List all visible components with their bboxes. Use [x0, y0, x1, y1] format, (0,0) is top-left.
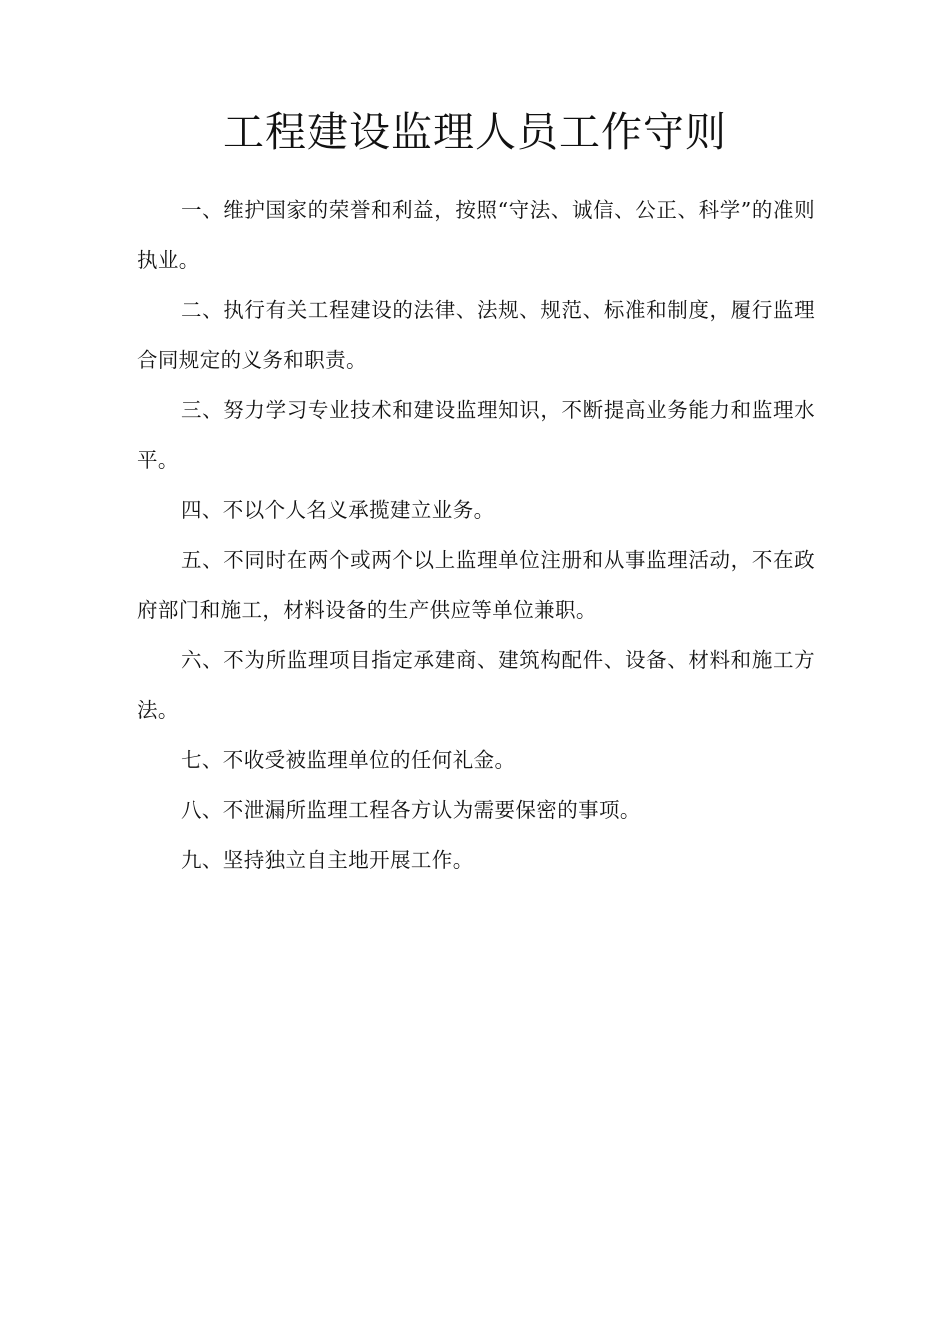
rule-paragraph-6: 六、不为所监理项目指定承建商、建筑构配件、设备、材料和施工方法。: [137, 648, 815, 722]
rule-paragraph-8: 八、不泄漏所监理工程各方认为需要保密的事项。: [181, 798, 641, 822]
document-title: 工程建设监理人员工作守则: [223, 108, 727, 156]
rule-paragraph-3: 三、努力学习专业技术和建设监理知识，不断提高业务能力和监理水平。: [137, 398, 815, 472]
rule-paragraph-9: 九、坚持独立自主地开展工作。: [181, 848, 474, 872]
rule-paragraph-5: 五、不同时在两个或两个以上监理单位注册和从事监理活动，不在政府部门和施工，材料设备的生产供应等单位兼职。: [137, 548, 815, 622]
rule-paragraph-7: 七、不收受被监理单位的任何礼金。: [181, 748, 516, 772]
rule-paragraph-2: 二、执行有关工程建设的法律、法规、规范、标准和制度，履行监理合同规定的义务和职责。: [137, 298, 815, 372]
document-body: [137, 185, 815, 885]
rule-paragraph-4: 四、不以个人名义承揽建立业务。: [181, 498, 495, 522]
rule-paragraph-1: 一、维护国家的荣誉和利益，按照“守法、诚信、公正、科学”的准则执业。: [137, 198, 815, 272]
